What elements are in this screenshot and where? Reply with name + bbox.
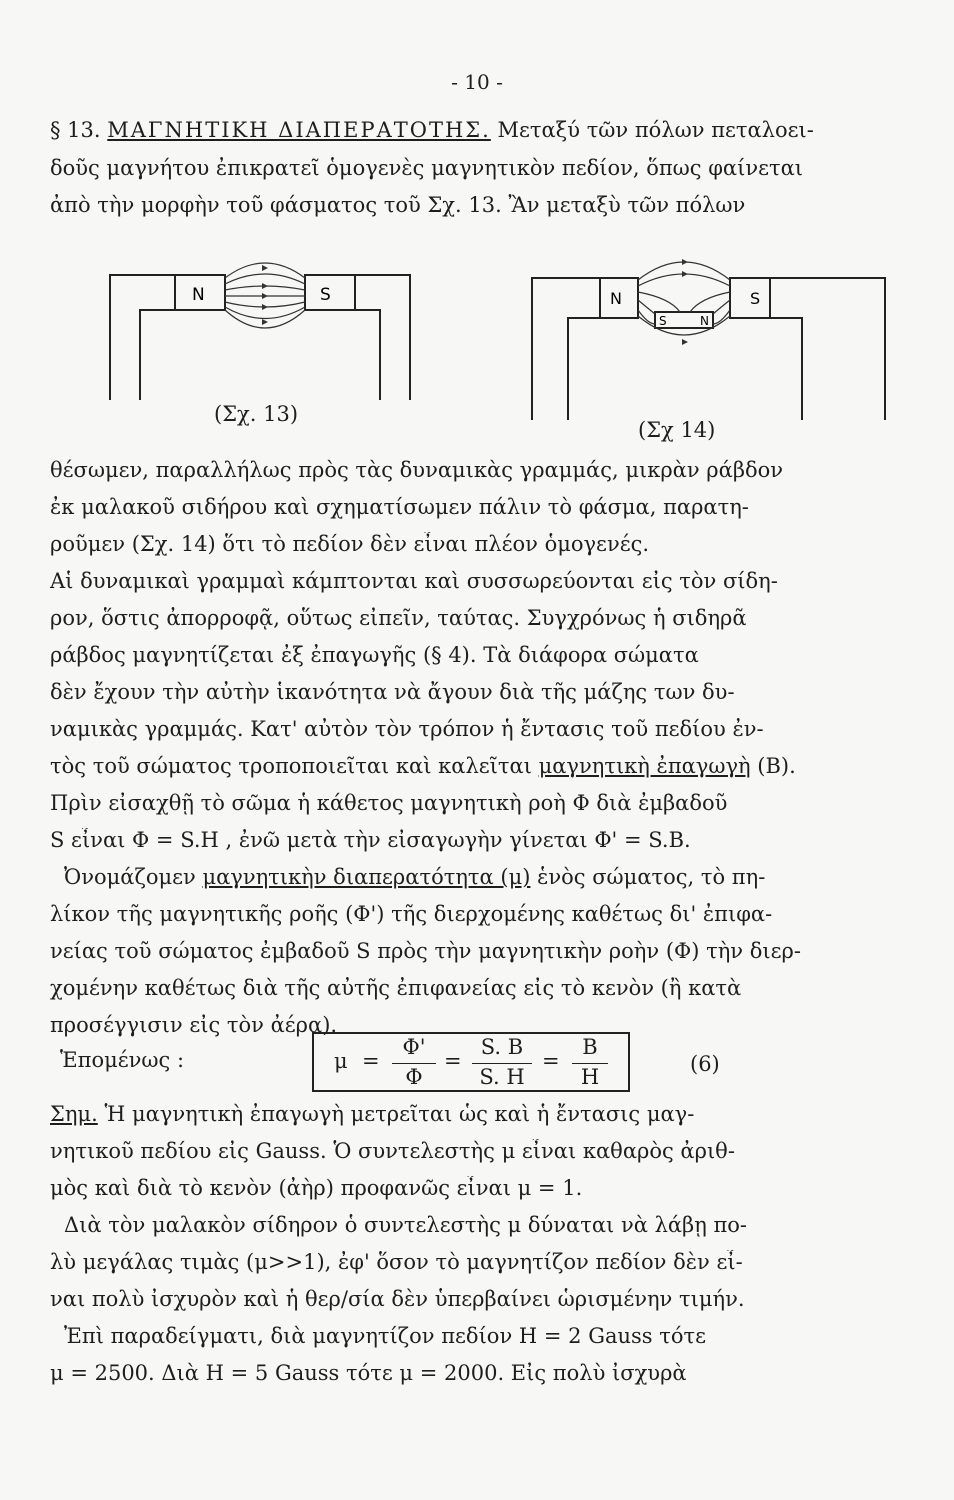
text-line: S εἶναι Φ = S.H , ἐνῶ μετὰ τὴν εἰσαγωγὴν γίνεται Φ' = S.B. [50, 828, 691, 852]
text-line: μ = 2500. Διὰ H = 5 Gauss τότε μ = 2000. Εἰς πολὺ ἰσχυρὰ [50, 1361, 687, 1385]
text-fragment: Ὀνομάζομεν [64, 865, 203, 889]
fraction-2-denominator: S. H [479, 1065, 525, 1089]
fraction-bar [392, 1063, 436, 1064]
text-line: Αἱ δυναμικαὶ γραμμαὶ κάμπτονται καὶ συσσωρεύονται εἰς τὸν σίδη- [50, 569, 778, 593]
fraction-3-numerator: B [582, 1035, 598, 1059]
text-line: λίκον τῆς μαγνητικῆς ροῆς (Φ') τῆς διερχομένης καθέτως δι' ἐπιφα- [50, 902, 773, 926]
text-line: ἀπὸ τὴν μορφὴν τοῦ φάσματος τοῦ Σχ. 13. Ἂν μεταξὺ τῶν πόλων [50, 193, 746, 217]
figure-14-caption: (Σχ 14) [638, 418, 716, 442]
text-line: νείας τοῦ σώματος ἐμβαδοῦ S πρὸς τὴν μαγνητικὴν ροὴν (Φ) τὴν διερ- [50, 939, 801, 963]
text-fragment: (B). [750, 754, 796, 778]
text-line: ναμικὰς γραμμάς. Κατ' αὐτὸν τὸν τρόπον ἡ ἔντασις τοῦ πεδίου ἐν- [50, 717, 764, 741]
text-line: προσέγγισιν εἰς τὸν ἀέρα). [50, 1013, 338, 1037]
text-line: ροῦμεν (Σχ. 14) ὅτι τὸ πεδίον δὲν εἶναι πλέον ὁμογενές. [50, 532, 650, 556]
fraction-1-denominator: Φ [405, 1065, 423, 1089]
pole-s-label: S [750, 289, 761, 308]
pole-n-label: N [610, 289, 622, 308]
text-line: Διὰ τὸν μαλακὸν σίδηρον ὁ συντελεστὴς μ δύναται νὰ λάβῃ πο- [64, 1213, 747, 1237]
text-line: ράβδος μαγνητίζεται ἐξ ἐπαγωγῆς (§ 4). Τὰ διάφορα σώματα [50, 643, 699, 667]
text-line [50, 1102, 910, 1126]
figure-13-magnet-field [100, 250, 430, 410]
section-intro-text: Μεταξύ τῶν πόλων πεταλοει- [497, 118, 814, 142]
figure-14-magnet-with-iron-rod [520, 250, 900, 430]
note-label: Σημ. [50, 1102, 98, 1126]
text-line: Πρὶν εἰσαχθῇ τὸ σῶμα ἡ κάθετος μαγνητικὴ ροὴ Φ διὰ ἐμβαδοῦ [50, 791, 728, 815]
page-number: - 10 - [451, 70, 503, 94]
fraction-2-numerator: S. B [480, 1035, 524, 1059]
text-line: θέσωμεν, παραλλήλως πρὸς τὰς δυναμικὰς γραμμάς, μικρὰν ράβδον [50, 458, 784, 482]
term-magnetic-permeability: μαγνητικὴν διαπερατότητα (μ) [202, 865, 531, 889]
fraction-1-numerator: Φ' [402, 1035, 426, 1059]
section-heading-line [50, 118, 910, 142]
formula-lead: Ἑπομένως : [60, 1048, 185, 1072]
fraction-bar [572, 1063, 608, 1064]
fraction-3-denominator: H [580, 1065, 600, 1089]
text-line [64, 865, 924, 889]
text-line [50, 754, 910, 778]
rod-s-label: S [659, 314, 667, 328]
text-line: χομένην καθέτως διὰ τῆς αὐτῆς ἐπιφανείας εἰς τὸ κενὸν (ἢ κατὰ [50, 976, 742, 1000]
text-fragment: ἑνὸς σώματος, τὸ πη- [530, 865, 766, 889]
formula-equals: = [542, 1049, 560, 1073]
text-line: ἐκ μαλακοῦ σιδήρου καὶ σχηματίσωμεν πάλιν τὸ φάσμα, παρατη- [50, 495, 749, 519]
pole-s-label: S [320, 285, 331, 305]
text-line: Ἐπὶ παραδείγματι, διὰ μαγνητίζον πεδίον H = 2 Gauss τότε [64, 1324, 706, 1348]
text-line: μὸς καὶ διὰ τὸ κενὸν (ἀὴρ) προφανῶς εἶναι μ = 1. [50, 1176, 583, 1200]
section-title: ΜΑΓΝΗΤΙΚΗ ΔΙΑΠΕΡΑΤΟΤΗΣ. [107, 118, 491, 142]
formula-mu: μ [334, 1049, 348, 1073]
text-line: δοῦς μαγνήτου ἐπικρατεῖ ὁμογενὲς μαγνητικὸν πεδίον, ὅπως φαίνεται [50, 156, 804, 180]
text-line: ναι πολὺ ἰσχυρὸν καὶ ἡ θερ/σία δὲν ὑπερβαίνει ὡρισμένην τιμήν. [50, 1287, 745, 1311]
formula-box [312, 1032, 630, 1092]
text-line: νητικοῦ πεδίου εἰς Gauss. Ὁ συντελεστὴς μ εἶναι καθαρὸς ἀριθ- [50, 1139, 735, 1163]
rod-n-label: N [700, 314, 709, 328]
text-line: δὲν ἔχουν τὴν αὐτὴν ἱκανότητα νὰ ἄγουν διὰ τῆς μάζης των δυ- [50, 680, 735, 704]
section-number: § 13. [50, 118, 101, 142]
formula-equals: = [444, 1049, 462, 1073]
formula-equals: = [362, 1049, 380, 1073]
text-line: λὺ μεγάλας τιμὰς (μ>>1), ἐφ' ὅσον τὸ μαγνητίζον πεδίον δὲν εἶ- [50, 1250, 743, 1274]
pole-n-label: N [192, 285, 205, 305]
term-magnetic-induction: μαγνητικὴ ἐπαγωγὴ [538, 754, 751, 778]
equation-number: (6) [690, 1052, 720, 1076]
figure-13-caption: (Σχ. 13) [214, 402, 299, 426]
text-line: ρον, ὅστις ἀπορροφᾷ, οὕτως εἰπεῖν, ταύτας. Συγχρόνως ἡ σιδηρᾶ [50, 606, 747, 630]
text-fragment: τὸς τοῦ σώματος τροποποιεῖται καὶ καλεῖται [50, 754, 539, 778]
fraction-bar [472, 1063, 532, 1064]
text-fragment: Ἡ μαγνητικὴ ἐπαγωγὴ μετρεῖται ὡς καὶ ἡ ἔντασις μαγ- [104, 1102, 695, 1126]
